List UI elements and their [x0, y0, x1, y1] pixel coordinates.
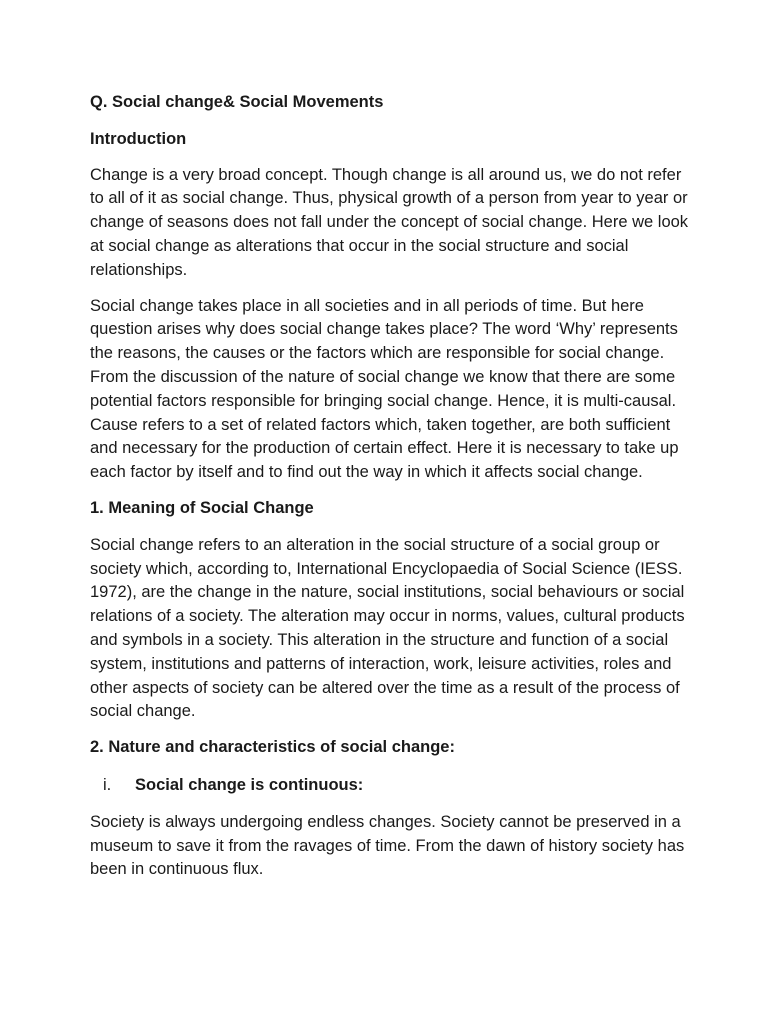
list-item: [90, 774, 690, 798]
section-2-heading: 2. Nature and characteristics of social change:: [90, 738, 455, 757]
section-2-item-1-paragraph: Society is always undergoing endless changes. Society cannot be preserved in a museum to save it from the ravages of time. From the dawn of history society has been in continuous flux.: [90, 812, 685, 879]
document-page: [90, 91, 690, 894]
introduction-heading: Introduction: [90, 129, 187, 148]
document-title: Q. Social change& Social Movements: [90, 93, 384, 111]
list-item-marker: i.: [103, 775, 112, 794]
section-1-heading: 1. Meaning of Social Change: [90, 498, 314, 517]
section-1-paragraph: Social change refers to an alteration in the social structure of a social group or society which, according to, International Encyclopaedia of Social Science (IESS. 1972), are the change in the nature, social institutions, social behaviours or social relations of a society. The alteration may occur in norms, values, cultural products and symbols in a society. This alteration in the structure and function of a social system, institutions and patterns of interaction, work, leisure activities, roles and other aspects of society can be altered over the time as a result of the process of social change.: [90, 535, 685, 721]
introduction-paragraph-1: Change is a very broad concept. Though change is all around us, we do not refer to all of it as social change. Thus, physical growth of a person from year to year or change of seasons does not fall under the concept of social change. Here we look at social change as alterations that occur in the social structure and social relationships.: [90, 165, 689, 279]
list-item-label: Social change is continuous:: [135, 775, 364, 794]
introduction-paragraph-2: Social change takes place in all societies and in all periods of time. But here question arises why does social change takes place? The word ‘Why’ represents the reasons, the causes or the factors which are responsible for social change. From the discussion of the nature of social change we know that there are some potential factors responsible for bringing social change. Hence, it is multi-causal. Cause refers to a set of related factors which, taken together, are both sufficient and necessary for the production of certain effect. Here it is necessary to take up each factor by itself and to find out the way in which it affects social change.: [90, 296, 679, 482]
